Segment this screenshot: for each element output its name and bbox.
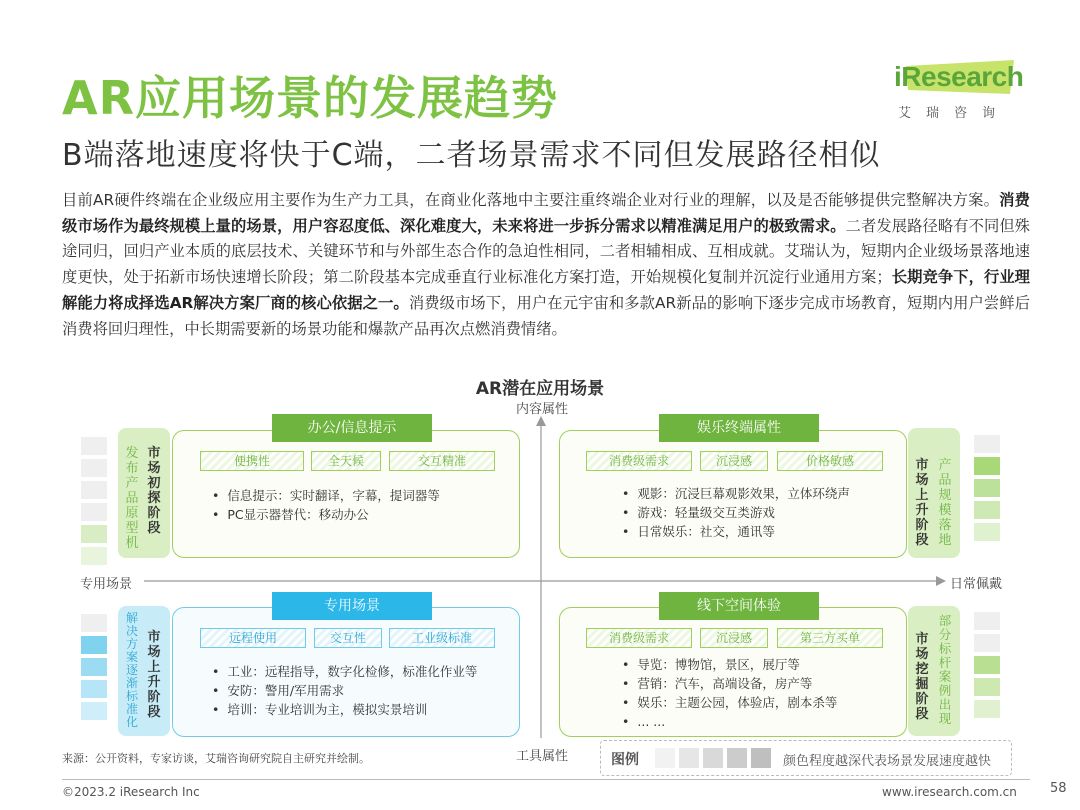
copyright: ©2023.2 iResearch Inc bbox=[62, 785, 200, 799]
list-item: • ... ... bbox=[622, 712, 837, 731]
stage-label-bottom-left: 市场上升阶段 bbox=[147, 630, 161, 720]
paragraph-text: 消费级市场下，用户在元宇宙和多款AR新品的影响下逐步完成市场教育，短期内用户尝鲜后消费将回归理性，中长期需要新的场景功能和爆款产品再次点燃消费情绪。 bbox=[62, 293, 1030, 338]
tag-interactivity: 交互性 bbox=[314, 628, 382, 648]
page-subtitle: B端落地速度将快于C端，二者场景需求不同但发展路径相似 bbox=[62, 138, 881, 173]
paragraph-text: 目前AR硬件终端在企业级应用主要作为生产力工具，在商业化落地中主要注重终端企业对行业的理解，以及是否能够提供完整解决方案。 bbox=[62, 191, 1000, 209]
legend-swatch bbox=[751, 748, 771, 768]
list-item: • 安防：警用/军用需求 bbox=[212, 681, 477, 700]
list-item: • PC显示器替代：移动办公 bbox=[212, 505, 440, 524]
legend-description: 颜色程度越深代表场景发展速度越快 bbox=[783, 754, 992, 769]
tag-third-party-pays: 第三方买单 bbox=[777, 628, 883, 648]
diagram-title: AR潜在应用场景 bbox=[475, 379, 605, 399]
tag-all-day: 全天候 bbox=[311, 451, 381, 471]
logo-chinese-text: 艾瑞咨询 bbox=[898, 106, 1011, 121]
legend-swatch bbox=[727, 748, 747, 768]
footer-divider bbox=[62, 779, 1030, 780]
legend-swatch bbox=[655, 748, 675, 768]
axis-label-right: 日常佩戴 bbox=[950, 577, 1003, 592]
logo-text: iResearch bbox=[894, 61, 1024, 92]
legend-swatch bbox=[679, 748, 699, 768]
list-item: • 日常娱乐：社交，通讯等 bbox=[622, 522, 850, 541]
stage-desc-bottom-left: 解决方案逐渐标准化 bbox=[125, 611, 138, 729]
tag-portability: 便携性 bbox=[200, 451, 304, 471]
tag-immersion: 沉浸感 bbox=[700, 451, 768, 471]
list-item: • 游戏：轻量级交互类游戏 bbox=[622, 503, 850, 522]
quadrant-header-office: 办公/信息提示 bbox=[272, 414, 432, 442]
bullet-list-office bbox=[212, 486, 440, 524]
stage-desc-bottom-right: 部分标杆案例出现 bbox=[938, 613, 952, 726]
paragraph-bold: 消费级市场作为最终规模上量的场景，用户容忍度低、深化难度大，未来将进一步拆分需求以精准满足用户的极致需求。 bbox=[62, 191, 1030, 235]
list-item: • 信息提示：实时翻译，字幕，提词器等 bbox=[212, 486, 440, 505]
tag-consumer-demand: 消费级需求 bbox=[586, 451, 692, 471]
horizontal-axis-arrow bbox=[936, 576, 946, 586]
list-item: • 营销：汽车，高端设备，房产等 bbox=[622, 674, 837, 693]
paragraph-text: 二者发展路径略有不同但殊途同归，回归产业本质的底层技术、关键环节和与外部生态合作的急迫性相同，二者相辅相成、互相成就。艾瑞认为，短期内企业级场景落地速度更快，处于拓新市场快速增长阶段；第二阶段基本完成垂直行业标准化方案打造，开始规模化复制并沉淀行业通用方案； bbox=[62, 216, 1030, 287]
page-title: AR应用场景的发展趋势 bbox=[62, 71, 559, 125]
stage-desc-top-left: 发布产品原型机 bbox=[125, 446, 139, 551]
bullet-list-professional bbox=[212, 662, 477, 719]
speed-meter-top-left bbox=[81, 437, 107, 569]
list-item: • 导览：博物馆，景区，展厅等 bbox=[622, 655, 837, 674]
page-number: 58 bbox=[1050, 781, 1067, 796]
stage-label-top-right: 市场上升阶段 bbox=[915, 458, 929, 548]
list-item: • 观影：沉浸巨幕观影效果，立体环绕声 bbox=[622, 484, 850, 503]
quadrant-header-professional: 专用场景 bbox=[272, 592, 432, 620]
website-url: www.iresearch.com.cn bbox=[882, 785, 1017, 799]
stage-desc-top-right: 产品规模落地 bbox=[938, 458, 952, 548]
quadrant-header-entertainment: 娱乐终端属性 bbox=[659, 414, 819, 442]
stage-label-bottom-right: 市场挖掘阶段 bbox=[915, 632, 929, 722]
list-item: • 培训：专业培训为主，模拟实景培训 bbox=[212, 700, 477, 719]
stage-label-top-left: 市场初探阶段 bbox=[147, 446, 161, 536]
quadrant-header-offline-experience: 线下空间体验 bbox=[659, 592, 819, 620]
speed-meter-top-right bbox=[974, 435, 1000, 545]
legend bbox=[600, 740, 1012, 776]
tag-industrial-standard: 工业级标准 bbox=[389, 628, 495, 648]
axis-label-left: 专用场景 bbox=[80, 577, 133, 592]
paragraph-bold: 长期竞争下，行业理解能力将成择选AR解决方案厂商的核心依据之一。 bbox=[62, 268, 1030, 312]
list-item: • 工业：远程指导，数字化检修，标准化作业等 bbox=[212, 662, 477, 681]
tag-immersion-2: 沉浸感 bbox=[700, 628, 768, 648]
speed-meter-bottom-left bbox=[81, 614, 107, 724]
vertical-axis-arrow bbox=[536, 416, 546, 426]
list-item: • 娱乐：主题公园，体验店，剧本杀等 bbox=[622, 693, 837, 712]
bullet-list-entertainment bbox=[622, 484, 850, 541]
axis-label-top: 内容属性 bbox=[516, 402, 569, 417]
tag-consumer-demand-2: 消费级需求 bbox=[586, 628, 692, 648]
legend-swatch bbox=[703, 748, 723, 768]
source-note: 来源：公开资料，专家访谈，艾瑞咨询研究院自主研究并绘制。 bbox=[62, 752, 370, 765]
legend-label: 图例 bbox=[611, 752, 639, 768]
tag-price-sensitive: 价格敏感 bbox=[777, 451, 883, 471]
tag-precise-interaction: 交互精准 bbox=[389, 451, 495, 471]
speed-meter-bottom-right bbox=[974, 612, 1000, 722]
bullet-list-offline-experience bbox=[622, 655, 837, 731]
axis-label-bottom: 工具属性 bbox=[516, 749, 569, 764]
tag-remote-use: 远程使用 bbox=[200, 628, 306, 648]
